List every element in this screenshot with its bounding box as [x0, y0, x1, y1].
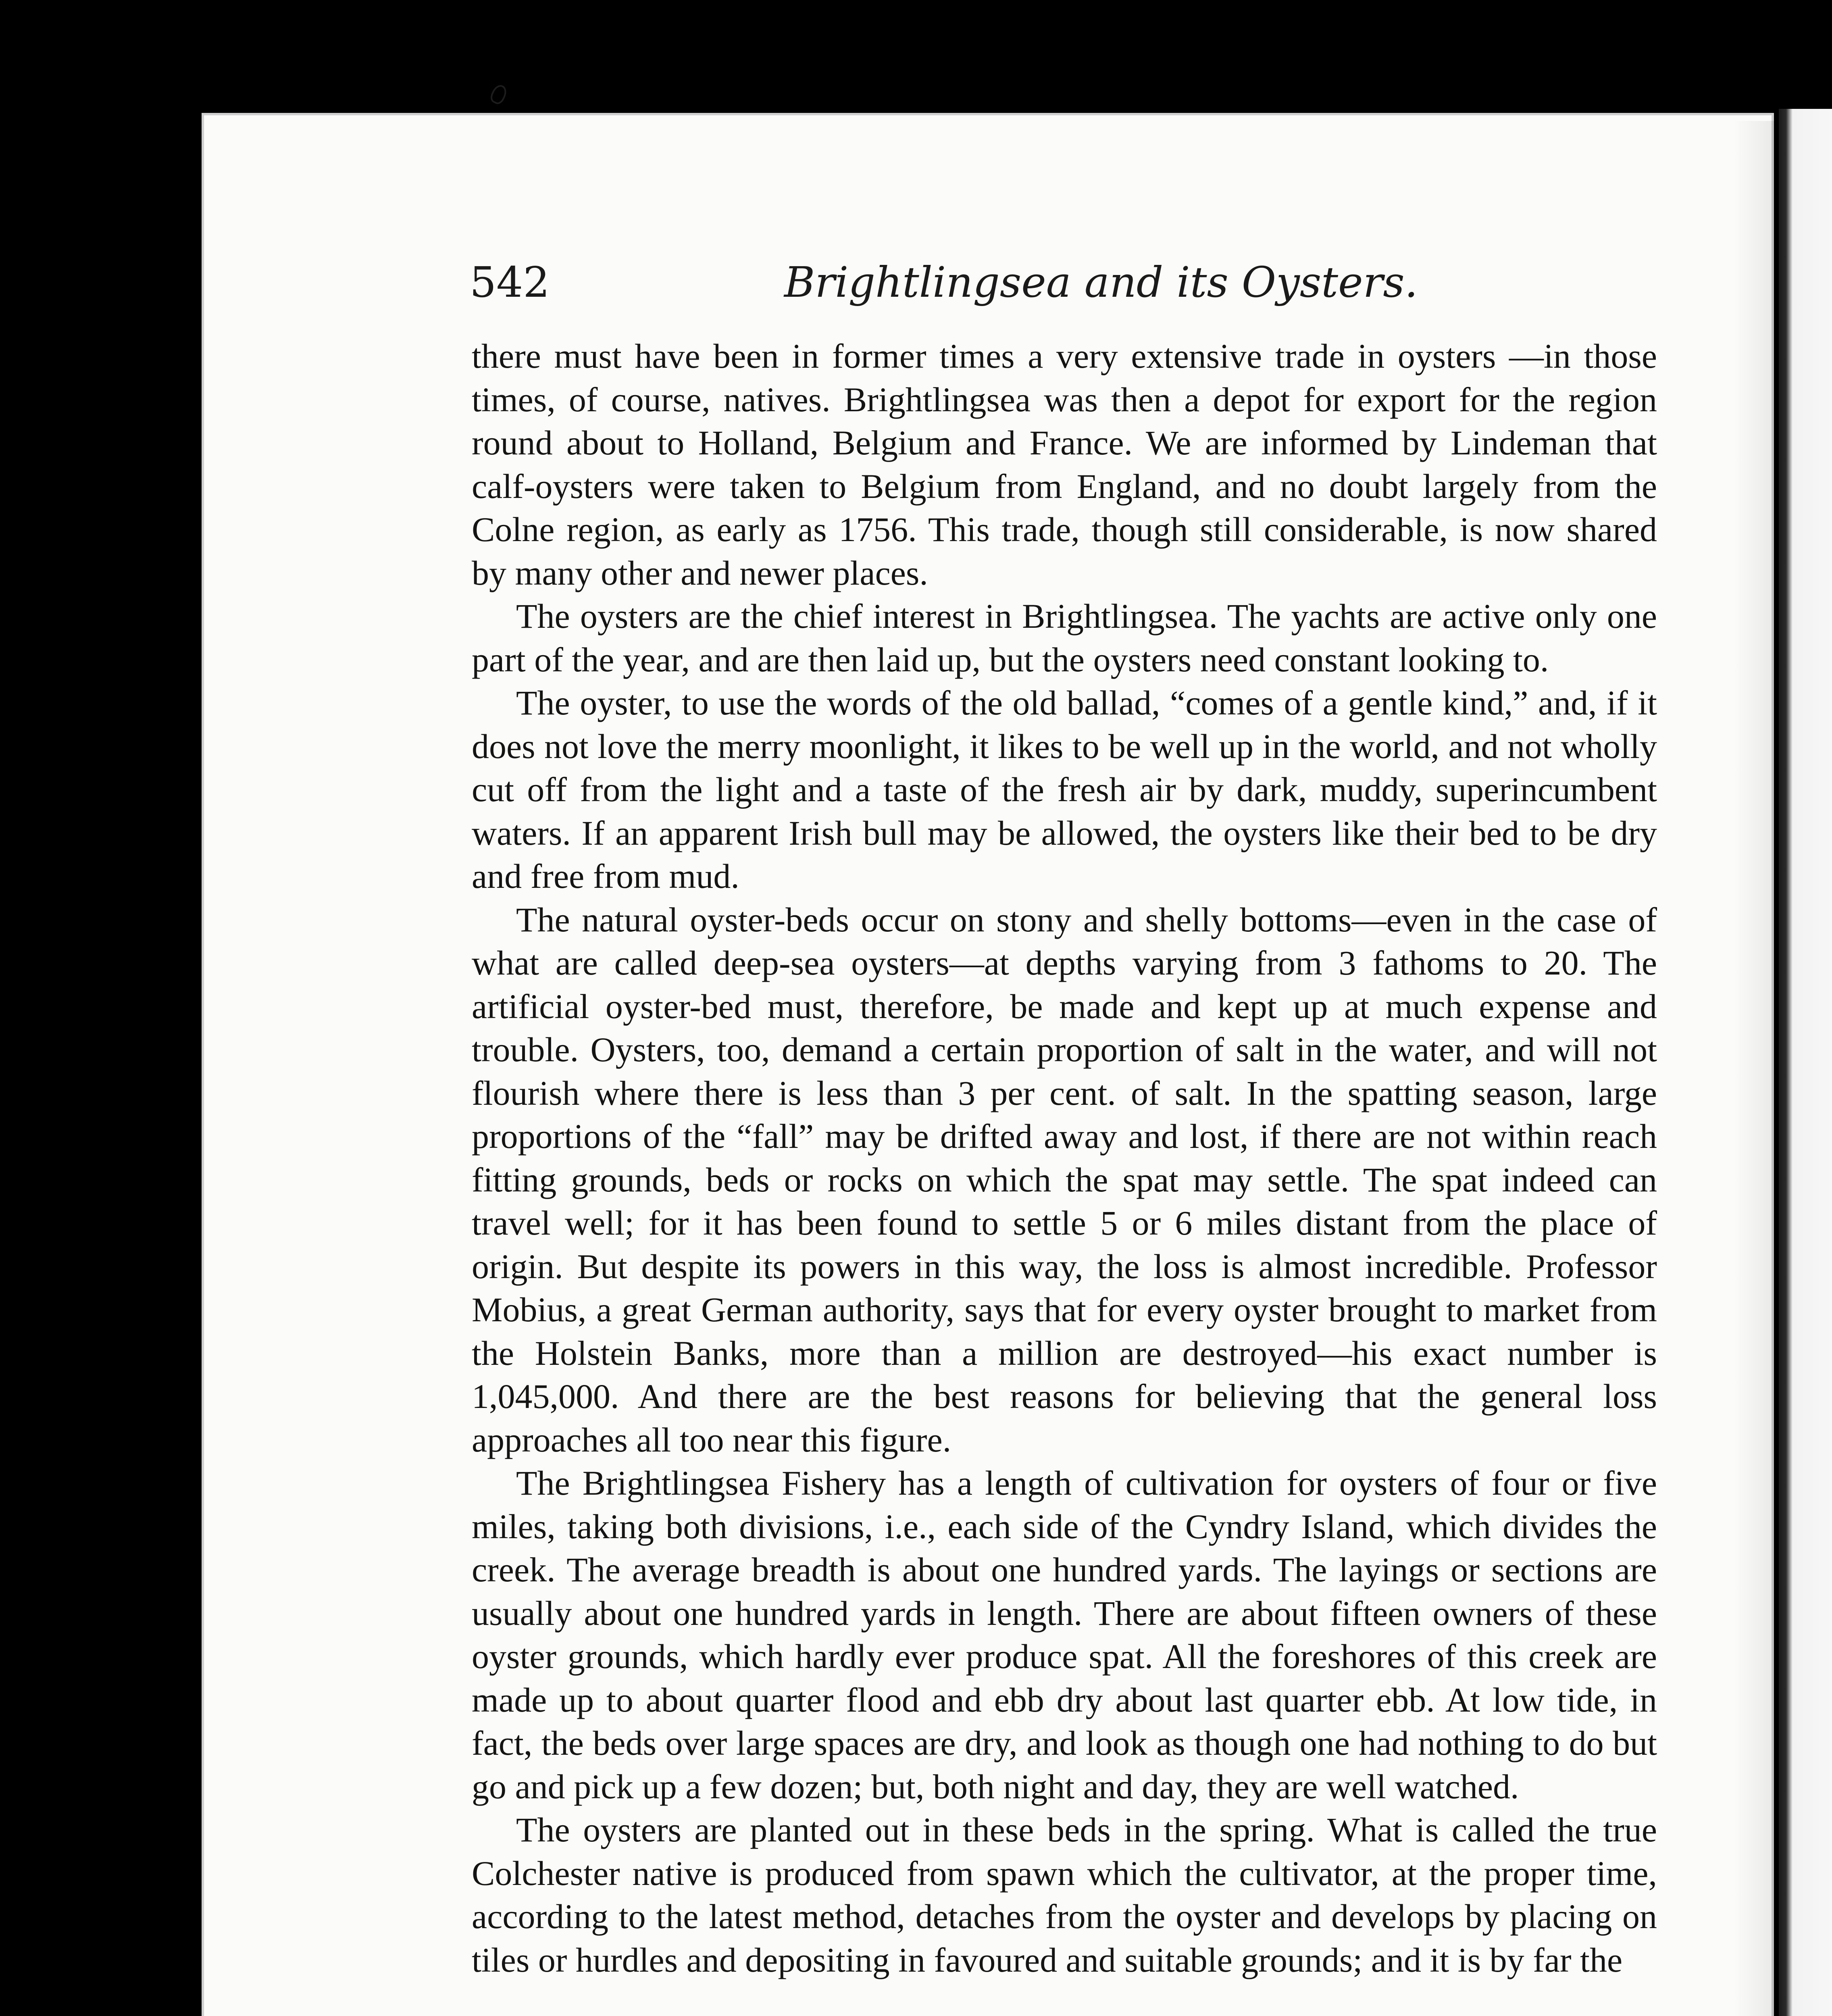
- paragraph-2: The oysters are the chief interest in Brightlingsea. The yachts are active only one part of the year, and are then laid up, but the oysters need constant looking to.: [472, 597, 1657, 679]
- running-header: [470, 252, 1655, 312]
- paragraph-3: The oyster, to use the words of the old ballad, “comes of a gentle kind,” and, if it does not love the merry moonlight, it likes to be well up in the world, and not wholly cut off from the light and a taste of the fresh air by dark, muddy, superincumbent waters. If an apparent Irish bull may be allowed, the oysters like their bed to be dry and free from mud.: [472, 683, 1657, 896]
- paragraph-1: there must have been in former times a very extensive trade in oysters —in those times, of course, natives. Brightlingsea was then a depot for export for the region round about to Holland, Belgium and France. We are informed by Lindeman that calf-oysters were taken to Belgium from England, and no doubt largely from the Colne region, as early as 1756. This trade, though still considerable, is now shared by many other and newer places.: [472, 337, 1657, 592]
- body-text: [472, 335, 1657, 1982]
- running-title: Brightlingsea and its Oysters.: [784, 258, 1418, 307]
- paragraph-4: The natural oyster-beds occur on stony and shelly bottoms—even in the case of what are called deep-sea oysters—at depths varying from 3 fathoms to 20. The artificial oyster-bed must, therefore, be made and kept up at much expense and trouble. Oysters, too, demand a certain proportion of salt in the water, and will not flourish where there is less than 3 per cent. of salt. In the spatting season, large proportions of the “fall” may be drifted away and lost, if there are not within reach fitting grounds, beds or rocks on which the spat may settle. The spat indeed can travel well; for it has been found to settle 5 or 6 miles distant from the place of origin. But despite its powers in this way, the loss is almost incredible. Professor Mobius, a great German authority, says that for every oyster brought to market from the Holstein Banks, more than a million are destroyed—his exact number is 1,045,000. And there are the best reasons for believing that the general loss approaches all too near this figure.: [472, 900, 1657, 1459]
- scan-artifact-mark: [488, 83, 509, 106]
- page-gutter-shadow: [1734, 121, 1774, 2016]
- paragraph-5: The Brightlingsea Fishery has a length of cultivation for oysters of four or five miles, taking both divisions, i.e., each side of the Cyndry Island, which divides the creek. The average breadth is about one hundred yards. The layings or sections are usually about one hundred yards in length. There are about fifteen owners of these oyster grounds, which hardly ever produce spat. All the foreshores of this creek are made up to about quarter flood and ebb dry about last quarter ebb. At low tide, in fact, the beds over large spaces are dry, and look as though one had nothing to do but go and pick up a few dozen; but, both night and day, they are well watched.: [472, 1464, 1657, 1806]
- facing-page-edge: [1779, 109, 1832, 2016]
- paragraph-6: The oysters are planted out in these beds in the spring. What is called the true Colchester native is produced from spawn which the cultivator, at the proper time, according to the latest method, detaches from the oyster and develops by placing on tiles or hurdles and depositing in favoured and suitable grounds; and it is by far the: [472, 1810, 1657, 1979]
- page-number: 542: [470, 258, 550, 307]
